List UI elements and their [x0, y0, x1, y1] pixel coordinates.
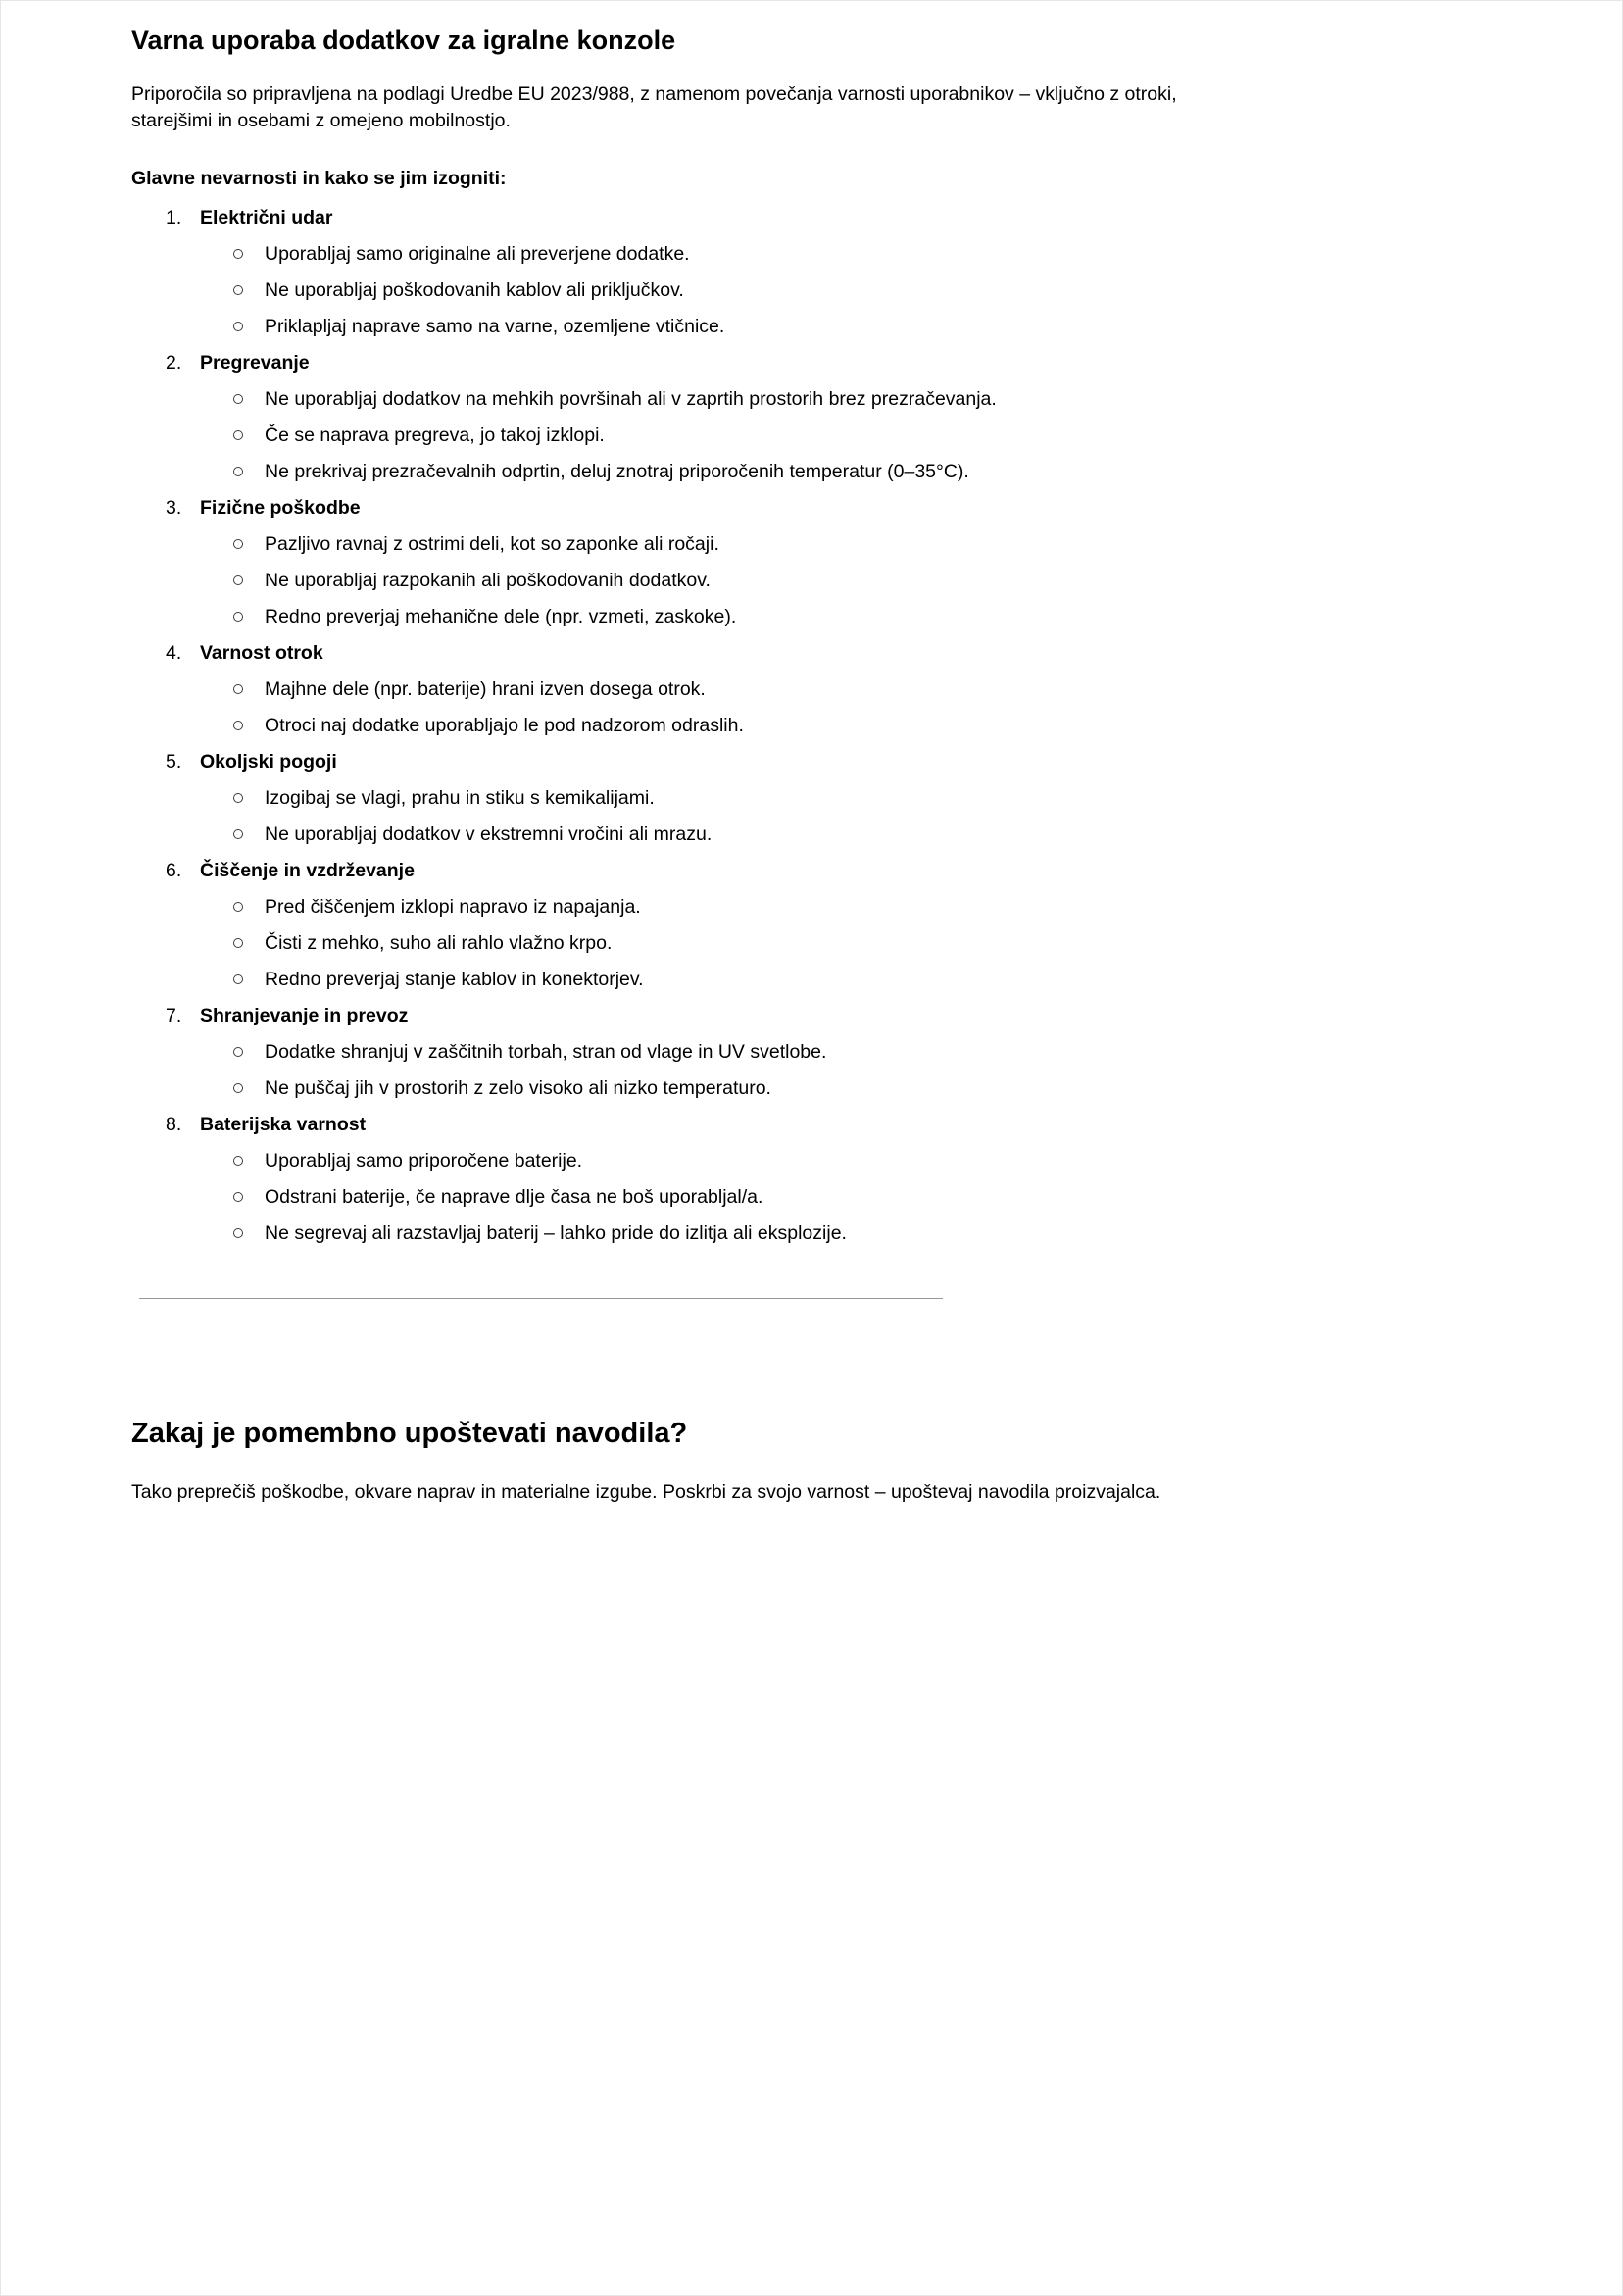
hazard-title: Čiščenje in vzdrževanje — [200, 860, 415, 881]
circle-bullet-icon — [233, 938, 243, 948]
hazard-header — [131, 207, 1492, 228]
bullet-list — [131, 787, 1492, 845]
circle-bullet-icon — [233, 394, 243, 404]
circle-bullet-icon — [233, 1156, 243, 1166]
hazard-header — [131, 860, 1492, 881]
bullet-list — [131, 533, 1492, 627]
circle-bullet-icon — [233, 285, 243, 295]
hazard-header — [131, 352, 1492, 374]
bullet-item — [131, 896, 1492, 918]
bullet-item — [131, 388, 1492, 410]
circle-bullet-icon — [233, 612, 243, 622]
circle-bullet-icon — [233, 684, 243, 694]
horizontal-divider — [139, 1298, 943, 1299]
bullet-text: Izogibaj se vlagi, prahu in stiku s kemikalijami. — [265, 787, 655, 809]
circle-bullet-icon — [233, 467, 243, 476]
bullet-item — [131, 932, 1492, 954]
bullet-text: Ne puščaj jih v prostorih z zelo visoko ali nizko temperaturo. — [265, 1077, 771, 1099]
bullet-text: Ne prekrivaj prezračevalnih odprtin, deluj znotraj priporočenih temperatur (0–35°C). — [265, 461, 969, 482]
hazard-number: 6. — [166, 860, 182, 881]
circle-bullet-icon — [233, 793, 243, 803]
bullet-text: Odstrani baterije, če naprave dlje časa ne boš uporabljal/a. — [265, 1186, 763, 1208]
bullet-item — [131, 279, 1492, 301]
bullet-text: Redno preverjaj stanje kablov in konektorjev. — [265, 969, 644, 990]
circle-bullet-icon — [233, 1047, 243, 1057]
hazard-title: Baterijska varnost — [200, 1114, 367, 1135]
bullet-item — [131, 570, 1492, 591]
hazard-number: 5. — [166, 751, 182, 773]
bullet-item — [131, 606, 1492, 627]
hazards-heading: Glavne nevarnosti in kako se jim izogniti: — [131, 168, 507, 189]
hazard-number: 8. — [166, 1114, 182, 1135]
bullet-text: Dodatke shranjuj v zaščitnih torbah, stran od vlage in UV svetlobe. — [265, 1041, 827, 1063]
bullet-text: Čisti z mehko, suho ali rahlo vlažno krpo. — [265, 932, 613, 954]
hazard-number: 4. — [166, 642, 182, 664]
hazard-header — [131, 1005, 1492, 1026]
bullet-text: Če se naprava pregreva, jo takoj izklopi. — [265, 424, 605, 446]
hazard-number: 3. — [166, 497, 182, 519]
hazard-title: Varnost otrok — [200, 642, 323, 664]
hazard-number: 1. — [166, 207, 182, 228]
circle-bullet-icon — [233, 539, 243, 549]
circle-bullet-icon — [233, 430, 243, 440]
circle-bullet-icon — [233, 829, 243, 839]
hazard-title: Fizične poškodbe — [200, 497, 361, 519]
bullet-list — [131, 1041, 1492, 1099]
hazard-item — [131, 751, 1492, 845]
hazard-item — [131, 860, 1492, 990]
hazard-title: Pregrevanje — [200, 352, 310, 374]
hazard-title: Shranjevanje in prevoz — [200, 1005, 409, 1026]
why-paragraph: Tako preprečiš poškodbe, okvare naprav in materialne izgube. Poskrbi za svojo varnost – upoštevaj navodila proizvajalca. — [131, 1481, 1161, 1503]
bullet-text: Ne segrevaj ali razstavljaj baterij – lahko pride do izlitja ali eksplozije. — [265, 1223, 847, 1244]
bullet-list — [131, 678, 1492, 736]
circle-bullet-icon — [233, 902, 243, 912]
bullet-item — [131, 424, 1492, 446]
bullet-text: Ne uporabljaj dodatkov v ekstremni vročini ali mrazu. — [265, 824, 713, 845]
bullet-list — [131, 1150, 1492, 1244]
bullet-list — [131, 243, 1492, 337]
bullet-text: Ne uporabljaj razpokanih ali poškodovanih dodatkov. — [265, 570, 711, 591]
bullet-item — [131, 1150, 1492, 1172]
bullet-text: Otroci naj dodatke uporabljajo le pod nadzorom odraslih. — [265, 715, 744, 736]
circle-bullet-icon — [233, 249, 243, 259]
bullet-text: Ne uporabljaj poškodovanih kablov ali priključkov. — [265, 279, 684, 301]
hazard-item — [131, 207, 1492, 337]
hazard-item — [131, 1114, 1492, 1244]
hazard-item — [131, 497, 1492, 627]
bullet-item — [131, 316, 1492, 337]
hazard-item — [131, 352, 1492, 482]
hazard-item — [131, 642, 1492, 736]
bullet-item — [131, 243, 1492, 265]
bullet-item — [131, 678, 1492, 700]
hazard-number: 7. — [166, 1005, 182, 1026]
bullet-item — [131, 1041, 1492, 1063]
document-title: Varna uporaba dodatkov za igralne konzole — [131, 25, 676, 55]
hazard-list — [131, 207, 1492, 1244]
bullet-item — [131, 969, 1492, 990]
bullet-item — [131, 1186, 1492, 1208]
circle-bullet-icon — [233, 974, 243, 984]
hazard-title: Električni udar — [200, 207, 333, 228]
hazard-header — [131, 1114, 1492, 1135]
hazard-title: Okoljski pogoji — [200, 751, 337, 773]
bullet-item — [131, 1223, 1492, 1244]
bullet-text: Pred čiščenjem izklopi napravo iz napajanja. — [265, 896, 641, 918]
bullet-item — [131, 1077, 1492, 1099]
bullet-text: Uporabljaj samo originalne ali preverjene dodatke. — [265, 243, 690, 265]
bullet-list — [131, 388, 1492, 482]
bullet-text: Uporabljaj samo priporočene baterije. — [265, 1150, 583, 1172]
bullet-text: Ne uporabljaj dodatkov na mehkih površinah ali v zaprtih prostorih brez prezračevanja. — [265, 388, 997, 410]
bullet-item — [131, 715, 1492, 736]
bullet-item — [131, 461, 1492, 482]
why-heading: Zakaj je pomembno upoštevati navodila? — [131, 1418, 688, 1449]
circle-bullet-icon — [233, 322, 243, 331]
circle-bullet-icon — [233, 721, 243, 730]
hazard-header — [131, 497, 1492, 519]
bullet-item — [131, 787, 1492, 809]
circle-bullet-icon — [233, 575, 243, 585]
hazard-header — [131, 751, 1492, 773]
circle-bullet-icon — [233, 1192, 243, 1202]
bullet-item — [131, 824, 1492, 845]
circle-bullet-icon — [233, 1228, 243, 1238]
bullet-text: Pazljivo ravnaj z ostrimi deli, kot so zaponke ali ročaji. — [265, 533, 719, 555]
hazard-header — [131, 642, 1492, 664]
hazard-item — [131, 1005, 1492, 1099]
bullet-text: Priklapljaj naprave samo na varne, ozemljene vtičnice. — [265, 316, 725, 337]
bullet-list — [131, 896, 1492, 990]
intro-paragraph: Priporočila so pripravljena na podlagi Uredbe EU 2023/988, z namenom povečanja varnosti uporabnikov – vključno z otroki, starejšimi in osebami z omejeno mobilnostjo. — [131, 83, 1177, 131]
circle-bullet-icon — [233, 1083, 243, 1093]
bullet-item — [131, 533, 1492, 555]
bullet-text: Redno preverjaj mehanične dele (npr. vzmeti, zaskoke). — [265, 606, 737, 627]
bullet-text: Majhne dele (npr. baterije) hrani izven dosega otrok. — [265, 678, 706, 700]
hazard-number: 2. — [166, 352, 182, 374]
